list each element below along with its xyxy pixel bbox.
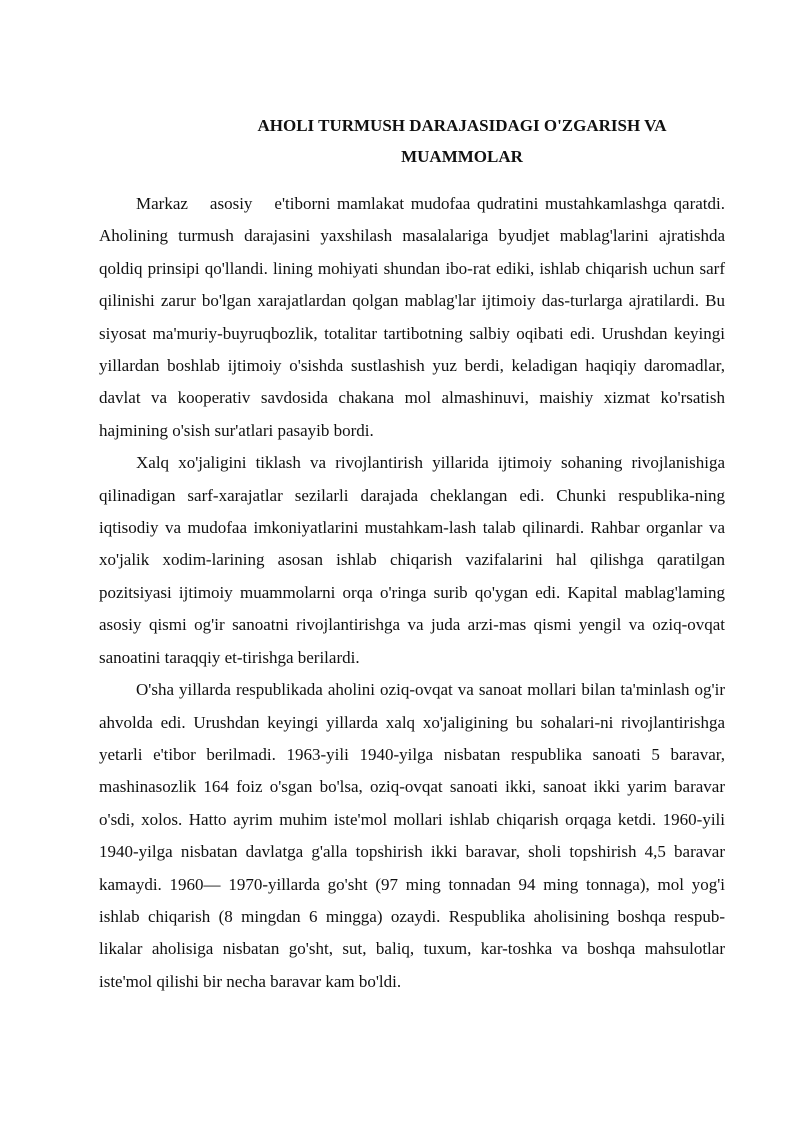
title-line-1: AHOLI TURMUSH DARAJASIDAGI O'ZGARISH VA bbox=[257, 116, 667, 135]
document-page bbox=[99, 110, 725, 998]
paragraph-1-body: e'tiborni mamlakat mudofaa qudratini mustahkamlashga qaratdi. Aholining turmush darajasini yaxshilash masalalariga byudjet mablag'larini ajratishda qoldiq prinsipi qo'llandi. lining mohiyati shundan ibo-rat ediki, ishlab chiqarish uchun sarf qilinishi zarur bo'lgan xarajatlardan qolgan mablag'lar ijtimoiy das-turlarga ajratilardi. Bu siyosat ma'muriy-buyruqbozlik, totalitar tartibotning salbiy oqibati edi. Urushdan keyingi yillardan boshlab ijtimoiy o'sishda sustlashish yuz berdi, keladigan haqiqiy daromadlar, davlat va kooperativ savdosida chakana mol almashinuvi, maishiy xizmat ko'rsatish hajmining o'sish sur'atlari pasayib bordi. bbox=[99, 194, 725, 440]
paragraph-1-word-2: asosiy bbox=[209, 194, 253, 213]
paragraph-1-word-1: Markaz bbox=[136, 194, 188, 213]
title-line-2: MUAMMOLAR bbox=[401, 147, 523, 166]
paragraph-3: O'sha yillarda respublikada aholini oziq-ovqat va sanoat mollari bilan ta'minlash og'ir ahvolda edi. Urushdan keyingi yillarda xalq xo'jaligining bu sohalari-ni rivojlantirishga yetarli e'tibor berilmadi. 1963-yili 1940-yilga nisbatan respublika sanoati 5 baravar, mashinasozlik 164 foiz o'sgan bo'lsa, oziq-ovqat sanoati ikki, sanoat ikki yarim baravar o'sdi, xolos. Hatto ayrim muhim iste'mol mollari ishlab chiqarish orqaga ketdi. 1960-yili 1940-yilga nisbatan davlatga g'alla topshirish ikki baravar, sholi topshirish 4,5 baravar kamaydi. 1960— 1970-yillarda go'sht (97 ming tonnadan 94 ming tonnaga), mol yog'i ishlab chiqarish (8 mingdan 6 mingga) ozaydi. Respublika aholisining boshqa respub-likalar aholisiga nisbatan go'sht, sut, baliq, tuxum, kar-toshka va boshqa mahsulotlar iste'mol qilishi bir necha baravar kam bo'ldi. bbox=[99, 680, 725, 991]
paragraph-1 bbox=[99, 188, 725, 447]
paragraph-2: Xalq xo'jaligini tiklash va rivojlantirish yillarida ijtimoiy sohaning rivojlanishiga qilinadigan sarf-xarajatlar sezilarli darajada cheklangan edi. Chunki respublika-ning iqtisodiy va mudofaa imkoniyatlarini mustahkam-lash talab qilinardi. Rahbar organlar va xo'jalik xodim-larining asosan ishlab chiqarish vazifalarini hal qilishga qaratilgan pozitsiyasi ijtimoiy muammolarni orqa o'ringa surib qo'ygan edi. Kapital mablag'laming asosiy qismi og'ir sanoatni rivojlantirishga va juda arzi-mas qismi yengil va oziq-ovqat sanoatini taraqqiy et-tirishga berilardi. bbox=[99, 453, 725, 667]
document-title bbox=[99, 110, 725, 172]
